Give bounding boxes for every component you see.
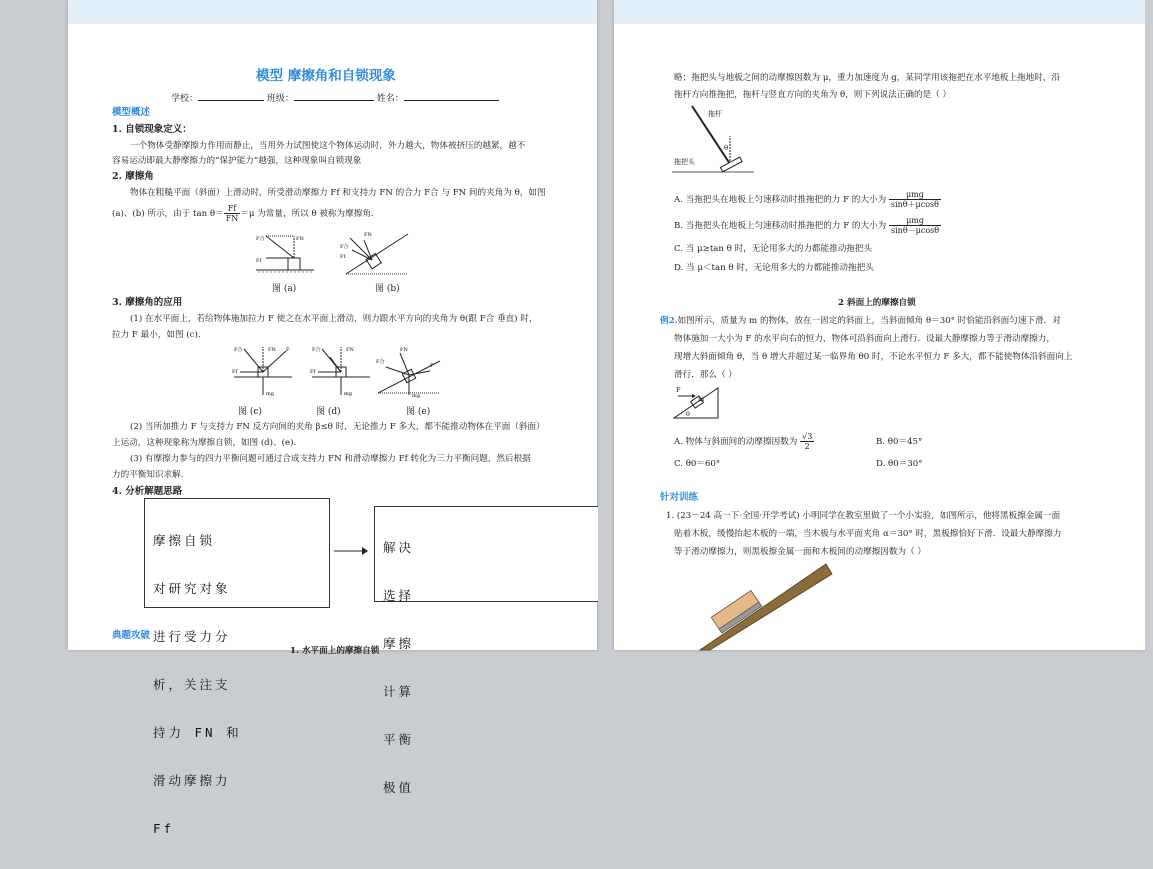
svg-text:mg: mg [266, 391, 274, 397]
question1-text-3: 等于滑动摩擦力，则黑板擦金属一面和木板间的动摩擦因数为（ ） [674, 547, 926, 557]
svg-text:FN: FN [268, 347, 276, 353]
figure-d [308, 343, 374, 399]
name-blank [404, 91, 499, 101]
mind-left-line: Ff [153, 821, 175, 836]
incline-label-theta: θ [686, 410, 690, 418]
section-overview: 模型概述 [112, 107, 151, 118]
frac-num: √3 [802, 432, 813, 441]
svg-text:FN: FN [296, 236, 304, 242]
mind-left-line: 滑动摩擦力 [153, 773, 231, 788]
item2-text-1: 物体在粗糙平面（斜面）上滑动时，所受滑动摩擦力 Ff 和支持力 FN 的合力 F合 与 FN 间的夹角为 θ，如图 [130, 188, 546, 198]
item2-text-2-a: (a)、(b) 所示，由于 tan θ＝ [112, 209, 224, 219]
item3-text-5: (3) 有摩擦力参与的四力平衡问题可通过合成支持力 FN 和滑动摩擦力 Ff 转化为三力平衡问题，然后根据 [130, 454, 531, 464]
mind-left-line: 摩擦自锁 [153, 533, 216, 548]
option-a-text: A. 当拖把头在地板上匀速移动时推拖把的力 F 的大小为 [674, 195, 887, 205]
mind-right-line: 摩擦 [383, 636, 415, 651]
fig-d-caption: 图 (d) [316, 407, 341, 417]
section-training: 针对训练 [660, 492, 699, 503]
question1-text-1: 1. (23－24 高一下·全国·开学考试) 小明同学在教室里做了一个小实验，如图所示，他将黑板擦金属一面 [666, 511, 1061, 521]
svg-text:F: F [286, 347, 290, 353]
mind-right-line: 极值 [383, 780, 415, 795]
document-page-left [68, 0, 597, 836]
svg-text:F合: F合 [376, 359, 385, 365]
svg-text:mg: mg [412, 393, 420, 399]
frac-den: sinθ＋μcosθ [890, 200, 939, 209]
svg-text:F合: F合 [312, 347, 321, 353]
svg-text:F: F [430, 363, 434, 369]
name-label: 姓名： [376, 94, 404, 104]
mind-left-line: 析，关注支 [153, 677, 231, 692]
item3-text-4: 上运动，这种现象称为摩擦自锁，如图 (d)、(e). [112, 438, 297, 448]
fig-c-caption: 图 (c) [238, 407, 262, 417]
mop-label-theta: θ [724, 144, 729, 152]
board-eraser-figure [700, 560, 840, 650]
svg-text:Ff: Ff [256, 258, 262, 264]
mind-box-left [144, 498, 330, 836]
option-b-fraction [889, 216, 941, 235]
continued-text-1: 略；拖把头与地板之间的动摩擦因数为 μ，重力加速度为 g，某同学用该拖把在水平地板上拖地时，沿 [674, 73, 1061, 83]
item3-text-1: (1) 在水平面上，若给物体施加拉力 F 使之在水平面上滑动，则力跟水平方向的夹角为 θ(跟 F合 垂直) 时， [130, 314, 538, 324]
incline-label-m: m [698, 395, 705, 403]
example2-label: 例2. [660, 316, 678, 326]
svg-text:F合: F合 [256, 236, 265, 242]
svg-text:mg: mg [344, 391, 352, 397]
svg-text:F合: F合 [340, 244, 349, 250]
example2-option-a-text: A. 物体与斜面间的动摩擦因数为 [674, 437, 798, 447]
school-blank [198, 91, 264, 101]
mind-left-text [153, 501, 242, 869]
item2-text-2-b: ＝μ 为常量，所以 θ 被称为摩擦角. [240, 209, 374, 219]
school-label: 学校： [171, 94, 199, 104]
mind-left-line: 进行受力分 [153, 629, 231, 644]
example2-option-d: D. θ0＝30° [876, 459, 923, 469]
example2-line-1 [660, 315, 1061, 327]
frac-den: 2 [804, 442, 810, 451]
svg-text:Ff: Ff [232, 369, 238, 375]
item1-heading: 1. 自锁现象定义： [112, 124, 192, 135]
wooden-board [700, 564, 832, 650]
document-page-right [614, 0, 1145, 650]
example2-text-2: 物体施加一大小为 F 的水平向右的恒力，物体可沿斜面向上滑行．设最大静摩擦力等于滑动摩擦力， [674, 334, 1055, 344]
item4-heading: 4. 分析解题思路 [112, 486, 183, 497]
frac-den: FN [225, 214, 239, 223]
mind-right-text [383, 508, 446, 828]
example2-text-3: 现增大斜面倾角 θ，当 θ 增大并超过某一临界角 θ0 时，不论水平恒力 F 多大，都不能使物体沿斜面向上 [674, 352, 1073, 362]
class-blank [294, 91, 374, 101]
svg-text:FN: FN [346, 347, 354, 353]
mind-left-line: 对研究对象 [153, 581, 231, 596]
item3-text-3: (2) 当所加推力 F 与支持力 FN 反方向间的夹角 β≤θ 时，无论推力 F 多大，都不能推动物体在平面（斜面） [130, 422, 545, 432]
question1-text-2: 贴着木板，缓慢抬起木板的一端，当木板与水平面夹角 α＝30° 时，黑板擦恰好下滑．设最大静摩擦力 [674, 529, 1062, 539]
figure-a [254, 232, 318, 276]
item3-text-6: 力的平衡知识求解. [112, 470, 184, 480]
fig-a-caption: 图 (a) [272, 284, 297, 294]
mind-right-line: 计算 [383, 684, 415, 699]
option-a [674, 190, 941, 210]
option-c: C. 当 μ≥tan θ 时，无论用多大的力都能推动拖把头 [674, 244, 873, 254]
continued-text-2: 拖杆方向推拖把，拖杆与竖直方向的夹角为 θ，则下列说法正确的是（ ） [674, 90, 952, 100]
page-header-band [614, 0, 1145, 24]
option-b-text: B. 当拖把头在地板上匀速移动时推拖把的力 F 的大小为 [674, 221, 887, 231]
figure-b [338, 228, 410, 276]
info-line [171, 91, 499, 105]
example2-option-c: C. θ0＝60° [674, 459, 721, 469]
item1-text-2: 容易运动即最大静摩擦力的“保护能力”越强，这种现象叫自锁现象 [112, 156, 362, 166]
section2-heading: 2 斜面上的摩擦自锁 [838, 298, 916, 308]
mop-label-head: 拖把头 [674, 158, 695, 166]
section-examples: 典题攻破 [112, 630, 151, 641]
svg-text:FN: FN [364, 232, 372, 238]
mind-box-right [374, 506, 598, 795]
page-title: 模型 摩擦角和自锁现象 [256, 68, 396, 84]
svg-text:Ff: Ff [340, 254, 346, 260]
item2-text-2 [112, 204, 374, 224]
bottom-partial-heading: 1. 水平面上的摩擦自锁 [290, 646, 380, 656]
item3-heading: 3. 摩擦角的应用 [112, 297, 183, 308]
item2-heading: 2. 摩擦角 [112, 171, 154, 182]
mind-right-line: 解决 [383, 540, 415, 555]
mind-right-line: 平衡 [383, 732, 415, 747]
svg-text:FN: FN [400, 347, 408, 353]
fig-b-caption: 图 (b) [375, 284, 400, 294]
example2-text-1: 如图所示，质量为 m 的物体，放在一固定的斜面上，当斜面倾角 θ＝30° 时恰能沿斜面匀速下滑．对 [677, 316, 1061, 326]
mind-right-line: 选择 [383, 588, 415, 603]
option-a-fraction [889, 190, 941, 209]
class-label: 班级： [266, 94, 294, 104]
svg-text:F合: F合 [234, 347, 243, 353]
tan-fraction [224, 204, 241, 223]
mind-left-line: 持力 FN 和 [153, 725, 242, 740]
example2-text-4: 滑行．那么（ ） [674, 370, 737, 380]
frac-num: Ff [224, 204, 241, 214]
window-edge [1145, 0, 1153, 650]
incline-label-f: F [676, 386, 681, 394]
example2-option-b: B. θ0＝45° [876, 437, 923, 447]
item3-text-2: 拉力 F 最小，如图 (c). [112, 330, 201, 340]
frac-num: μmg [889, 216, 941, 226]
page-header-band [68, 0, 597, 24]
example2-option-a [674, 432, 814, 452]
option-b [674, 216, 941, 236]
option-d: D. 当 μ＜tan θ 时，无论用多大的力都能推动拖把头 [674, 263, 874, 273]
frac-num: μmg [889, 190, 941, 200]
figure-e [374, 343, 444, 399]
fig-e-caption: 图 (e) [406, 407, 431, 417]
frac-den: sinθ－μcosθ [891, 226, 940, 235]
sqrt-fraction [800, 432, 814, 451]
figure-c [230, 343, 296, 399]
mop-label-rod: 拖杆 [708, 110, 722, 118]
item1-text-1: 一个物体受静摩擦力作用而静止，当用外力试图使这个物体运动时，外力越大，物体被挤压的越紧，越不 [130, 141, 526, 151]
svg-text:Ff: Ff [310, 369, 316, 375]
mind-arrow [334, 544, 368, 558]
